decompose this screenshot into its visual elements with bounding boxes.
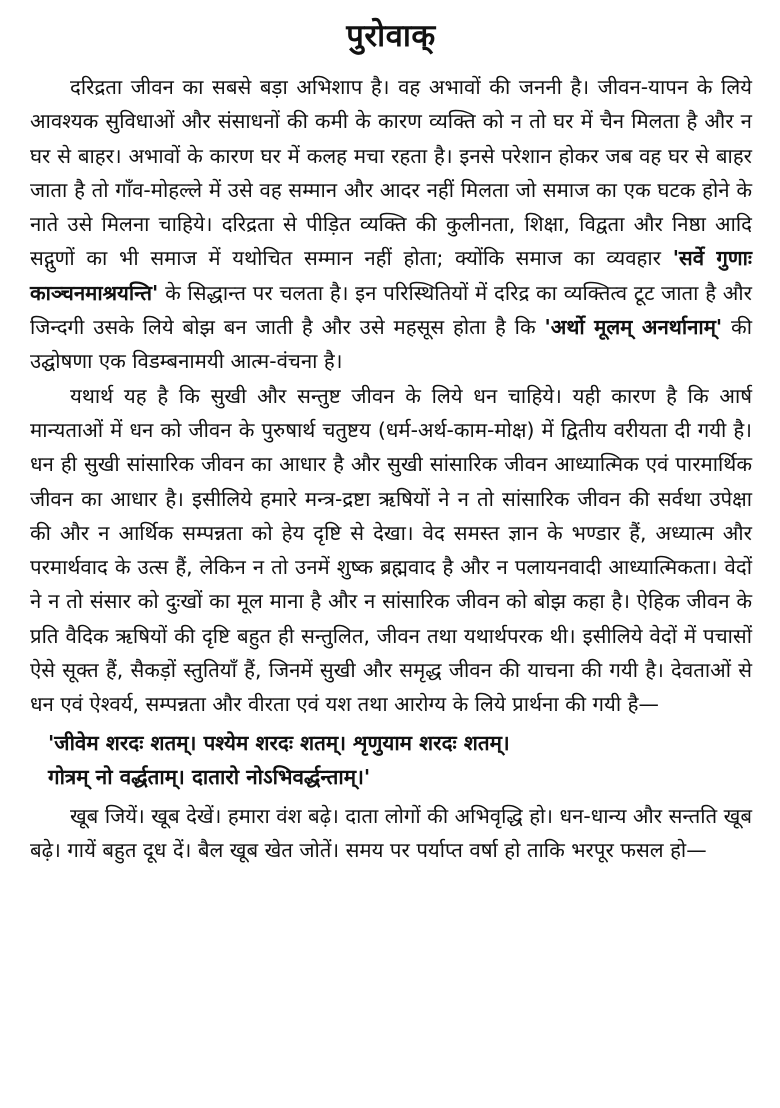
text-segment: दरिद्रता जीवन का सबसे बड़ा अभिशाप है। वह अभावों की जननी है। जीवन-यापन के लिये आवश्यक सुविधाओं और संसाधनों की कमी के कारण व्यक्ति को न तो घर में चैन मिलता है और न घर से बाहर। अभावों के कारण घर में कलह मचा रहता है। इनसे परेशान होकर जब वह घर से बाहर जाता है तो गाँव-मोहल्ले में उसे वह सम्मान और आदर नहीं मिलता जो समाज का एक घटक होने के नाते उसे मिलना चाहिये। दरिद्रता से पीड़ित व्यक्ति की कुलीनता, शिक्षा, विद्वता और निष्ठा आदि सद्गुणों का भी समाज में यथोचित सम्मान नहीं होता; क्योंकि समाज का व्यवहार — [30, 75, 752, 271]
document-page — [30, 14, 752, 867]
verse-line-1: 'जीवेम शरदः शतम्। पश्येम शरदः शतम्। शृणुयाम शरदः शतम्। — [48, 730, 510, 755]
text-segment: के सिद्धान्त पर चलता है। इन परिस्थितियों में दरिद्र का व्यक्तित्व टूट जाता है और जिन्दगी उसके लिये बोझ बन जाती है और उसे महसूस होता है कि — [30, 280, 752, 340]
vedic-verse — [30, 726, 752, 795]
page-title: पुरोवाक् — [346, 18, 436, 54]
sanskrit-quote: 'सर्वे गुणाः काञ्चनमाश्रयन्ति' — [30, 246, 752, 305]
text-segment: की उद्घोषणा एक विडम्बनामयी आत्म-वंचना है। — [30, 315, 752, 374]
verse-line-2: गोत्रम् नो वर्द्धताम्। दातारो नोऽभिवर्द्धन्ताम्।' — [48, 765, 371, 790]
paragraph-reality: यथार्थ यह है कि सुखी और सन्तुष्ट जीवन के लिये धन चाहिये। यही कारण है कि आर्ष मान्यताओं में धन को जीवन के पुरुषार्थ चतुष्टय (धर्म-अर्थ-काम-मोक्ष) में द्वितीय वरीयता दी गयी है। धन ही सुखी सांसारिक जीवन का आधार है और सुखी सांसारिक जीवन आध्यात्मिक एवं पारमार्थिक जीवन का आधार है। इसीलिये हमारे मन्त्र-द्रष्टा ऋषियों ने न तो सांसारिक जीवन की सर्वथा उपेक्षा की और न आर्थिक सम्पन्नता को हेय दृष्टि से देखा। वेद समस्त ज्ञान के भण्डार हैं, अध्यात्म और परमार्थवाद के उत्स हैं, लेकिन न तो उनमें शुष्क ब्रह्मवाद है और न पलायनवादी आध्यात्मिकता। वेदों ने न तो संसार को दुःखों का मूल माना है और न सांसारिक जीवन को बोझ कहा है। ऐहिक जीवन के प्रति वैदिक ऋषियों की दृष्टि बहुत ही सन्तुलित, जीवन तथा यथार्थपरक थी। इसीलिये वेदों में पचासों ऐसे सूक्त हैं, सैकड़ों स्तुतियाँ हैं, जिनमें सुखी और समृद्ध जीवन की याचना की गयी है। देवताओं से धन एवं ऐश्वर्य, सम्पन्नता और वीरता एवं यश तथा आरोग्य के लिये प्रार्थना की गयी है— — [30, 383, 752, 717]
paragraph-translation: खूब जियें। खूब देखें। हमारा वंश बढ़े। दाता लोगों की अभिवृद्धि हो। धन-धान्य और सन्तति खूब बढ़े। गायें बहुत दूध दें। बैल खूब खेत जोतें। समय पर पर्याप्त वर्षा हो ताकि भरपूर फसल हो— — [30, 803, 752, 862]
paragraph-intro — [30, 70, 752, 379]
sanskrit-quote: 'अर्थो मूलम् अनर्थानाम्' — [544, 315, 723, 340]
